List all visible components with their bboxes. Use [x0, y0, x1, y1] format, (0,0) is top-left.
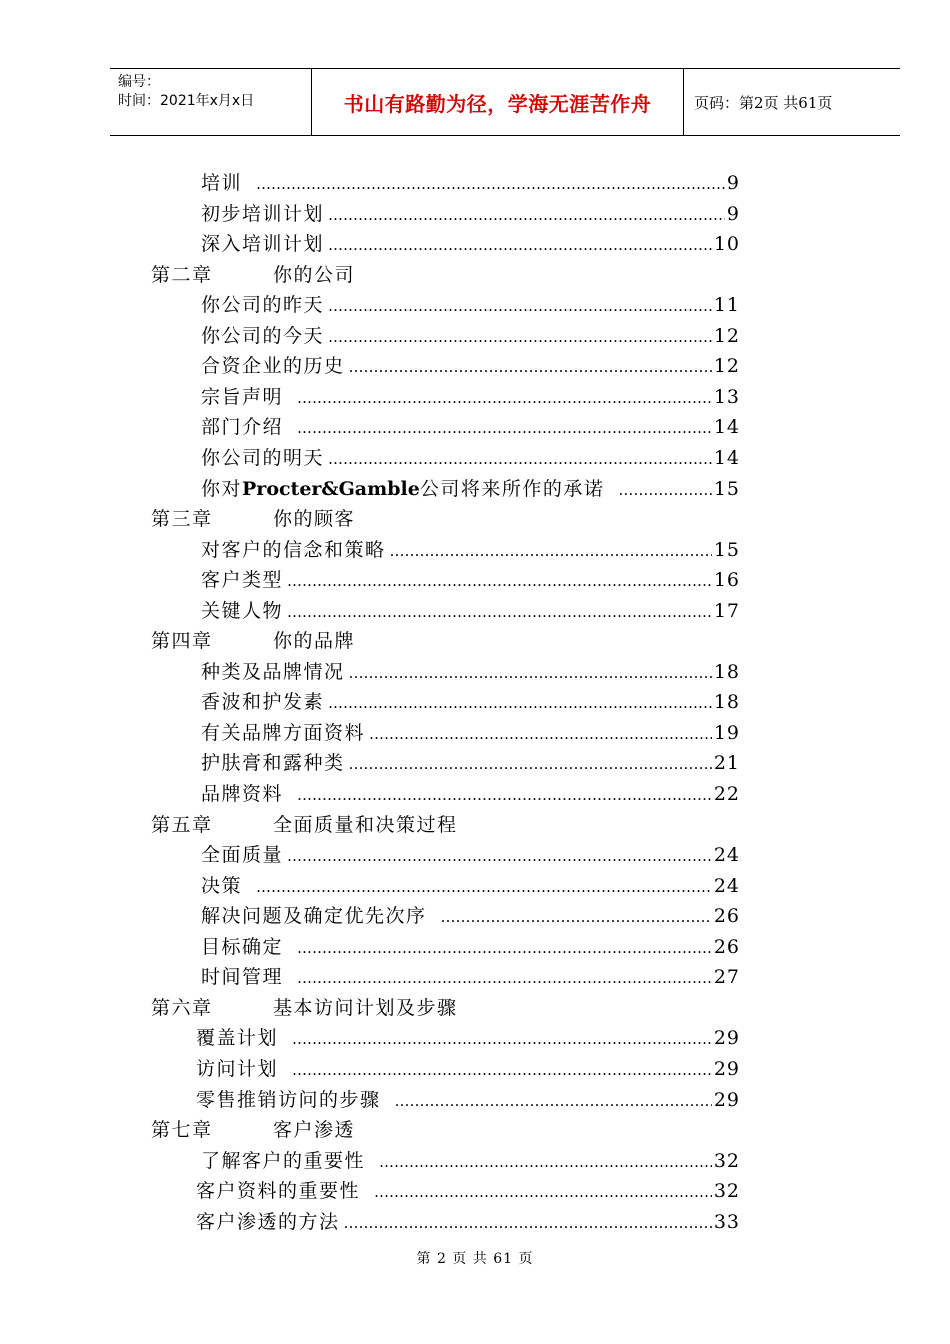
- toc-page-number: 22: [713, 783, 740, 805]
- dot-leader: [340, 1211, 712, 1233]
- toc-entry-title: 关键人物: [201, 599, 284, 622]
- chapter-title: 基本访问计划及步骤: [273, 996, 458, 1019]
- toc-entry-title: 初步培训计划: [201, 202, 325, 225]
- page-footer: 第 2 页 共 61 页: [416, 1251, 534, 1267]
- dot-leader: [324, 233, 712, 255]
- title-suffix: 公司将来所作的承诺: [419, 477, 605, 500]
- toc-entry-title: 覆盖计划: [196, 1027, 279, 1050]
- toc-entry[interactable]: [201, 718, 740, 746]
- toc-entry[interactable]: [201, 871, 740, 899]
- chapter-title: 你的品牌: [273, 630, 356, 653]
- toc-entry-title: 客户资料的重要性: [196, 1180, 361, 1203]
- dot-leader: [345, 752, 712, 774]
- toc-entry[interactable]: [201, 596, 740, 624]
- toc-entry[interactable]: [201, 840, 740, 868]
- toc-entry[interactable]: [201, 565, 740, 593]
- toc-entry[interactable]: [201, 290, 740, 318]
- toc-chapter: [151, 1115, 355, 1143]
- toc-entry-title: 种类及品牌情况: [201, 660, 345, 683]
- toc-entry-title: [201, 474, 604, 501]
- toc-page-number: 9: [726, 202, 740, 225]
- dot-leader: [242, 172, 725, 194]
- toc-page-number: 29: [713, 1057, 740, 1080]
- toc-chapter: [151, 504, 355, 532]
- toc-page-number: 18: [713, 691, 740, 714]
- toc-entry-title: 合资企业的历史: [201, 355, 345, 378]
- toc-entry-title: 解决问题及确定优先次序: [201, 905, 427, 928]
- dot-leader: [324, 203, 725, 225]
- toc-page-number: 24: [713, 874, 740, 897]
- toc-entry-title: 访问计划: [196, 1057, 279, 1080]
- dot-leader: [283, 600, 712, 622]
- toc-page-number: 16: [713, 569, 740, 592]
- toc-chapter: [151, 993, 458, 1021]
- chapter-number: 第六章: [151, 996, 213, 1019]
- header-motto-cell: [312, 69, 684, 135]
- toc-entry[interactable]: [201, 1146, 740, 1174]
- chapter-title: 你的顾客: [273, 508, 356, 531]
- toc-entry-title: 对客户的信念和策略: [201, 538, 386, 561]
- toc-entry[interactable]: [201, 779, 740, 807]
- toc-entry[interactable]: [201, 657, 740, 685]
- toc-entry[interactable]: [196, 1176, 740, 1204]
- dot-leader: [278, 1027, 712, 1049]
- toc-entry-title: 培训: [201, 172, 243, 194]
- toc-entry[interactable]: [201, 535, 740, 563]
- dot-leader: [386, 539, 712, 561]
- toc-entry[interactable]: [196, 1054, 740, 1082]
- toc-chapter: [151, 810, 458, 838]
- time-label: 时间：2021年x月x日: [118, 93, 255, 109]
- toc-page-number: 14: [713, 416, 740, 439]
- toc-entry[interactable]: [201, 168, 740, 196]
- toc-page-number: 12: [713, 355, 740, 378]
- toc-page-number: 17: [713, 599, 740, 622]
- toc-page-number: 19: [713, 721, 740, 744]
- toc-entry-title: 了解客户的重要性: [201, 1149, 366, 1172]
- toc-page-number: 26: [713, 935, 740, 958]
- toc-entry[interactable]: [201, 748, 740, 776]
- dot-leader: [283, 416, 712, 438]
- number-label: 编号：: [118, 74, 160, 90]
- toc-entry-title: 目标确定: [201, 935, 284, 958]
- toc-page-number: 9: [726, 172, 740, 194]
- toc-page-number: 27: [713, 966, 740, 989]
- toc-entry[interactable]: [201, 199, 740, 227]
- toc-entry-title: 时间管理: [201, 966, 284, 989]
- dot-leader: [324, 325, 712, 347]
- dot-leader: [345, 661, 712, 683]
- dot-leader: [283, 844, 712, 866]
- toc-page-number: 24: [713, 844, 740, 867]
- toc-entry-title: 决策: [201, 874, 243, 897]
- toc-entry-title: 深入培训计划: [201, 233, 325, 256]
- toc-chapter: [151, 626, 355, 654]
- dot-leader: [365, 1150, 712, 1172]
- toc-page-number: 10: [713, 233, 740, 256]
- chapter-number: 第七章: [151, 1119, 213, 1142]
- toc-entry-title: 零售推销访问的步骤: [196, 1088, 381, 1111]
- toc-entry[interactable]: [201, 687, 740, 715]
- dot-leader: [324, 294, 712, 316]
- toc-page-number: 29: [713, 1027, 740, 1050]
- toc-entry-title: 品牌资料: [201, 783, 284, 805]
- toc-entry[interactable]: [201, 229, 740, 257]
- toc-entry[interactable]: [196, 1023, 740, 1051]
- toc-page-number: 15: [713, 477, 740, 500]
- dot-leader: [278, 1058, 712, 1080]
- chapter-number: 第三章: [151, 508, 213, 531]
- chapter-title: 全面质量和决策过程: [273, 813, 458, 836]
- toc-entry[interactable]: [201, 412, 740, 440]
- dot-leader: [604, 478, 711, 500]
- toc-entry-title: 你公司的明天: [201, 446, 325, 469]
- toc-page-number: 14: [713, 446, 740, 469]
- toc-page-number: 18: [713, 660, 740, 683]
- dot-leader: [324, 447, 712, 469]
- toc-entry-title: 客户类型: [201, 569, 284, 592]
- dot-leader: [324, 691, 712, 713]
- dot-leader: [365, 722, 712, 744]
- toc-chapter: [151, 260, 355, 288]
- toc-entry[interactable]: [201, 474, 740, 502]
- toc-entry-title: 护肤膏和露种类: [201, 752, 345, 775]
- chapter-title: 客户渗透: [273, 1119, 356, 1142]
- toc-page-number: 32: [713, 1149, 740, 1172]
- toc-page-number: 21: [713, 752, 740, 775]
- toc-entry[interactable]: [201, 382, 740, 410]
- dot-leader: [242, 875, 712, 897]
- dot-leader: [381, 1089, 712, 1111]
- header-meta: [110, 69, 312, 135]
- toc-entry-title: 你公司的昨天: [201, 294, 325, 317]
- toc-entry[interactable]: [201, 932, 740, 960]
- toc-entry[interactable]: [196, 1207, 740, 1235]
- toc-page-number: 11: [713, 294, 740, 317]
- toc-entry-title: 客户渗透的方法: [196, 1210, 340, 1233]
- toc-page-number: 12: [713, 324, 740, 347]
- toc-page-number: 26: [713, 905, 740, 928]
- toc-entry-title: 你公司的今天: [201, 324, 325, 347]
- header-motto: 书山有路勤为径，学海无涯苦作舟: [343, 91, 652, 116]
- toc-entry-title: 有关品牌方面资料: [201, 721, 366, 744]
- dot-leader: [283, 569, 712, 591]
- toc-page-number: 32: [713, 1180, 740, 1203]
- dot-leader: [427, 905, 712, 927]
- chapter-title: 你的公司: [273, 263, 356, 286]
- toc-page-number: 15: [713, 538, 740, 561]
- dot-leader: [345, 355, 712, 377]
- chapter-number: 第四章: [151, 630, 213, 653]
- toc-entry[interactable]: [201, 962, 740, 990]
- toc-entry[interactable]: [201, 321, 740, 349]
- chapter-number: 第五章: [151, 813, 213, 836]
- toc-page-number: 33: [713, 1210, 740, 1233]
- header-page-info: 页码：第2页 共61页: [694, 93, 833, 112]
- toc-entry-title: 全面质量: [201, 844, 284, 867]
- dot-leader: [283, 783, 712, 805]
- toc-page-number: 13: [713, 385, 740, 408]
- toc-page-number: 29: [713, 1088, 740, 1111]
- dot-leader: [283, 966, 712, 988]
- dot-leader: [283, 386, 712, 408]
- chapter-number: 第二章: [151, 263, 213, 286]
- title-prefix: 你对: [201, 477, 243, 500]
- toc-entry[interactable]: [201, 901, 740, 929]
- toc-entry[interactable]: [201, 443, 740, 471]
- dot-leader: [283, 936, 712, 958]
- dot-leader: [360, 1180, 712, 1202]
- title-brand: Procter&Gamble: [242, 477, 420, 500]
- toc-entry[interactable]: [196, 1085, 740, 1113]
- toc-entry[interactable]: [201, 351, 740, 379]
- page-header: [110, 68, 900, 136]
- toc-entry-title: 部门介绍: [201, 416, 284, 439]
- toc-entry-title: 宗旨声明: [201, 385, 284, 408]
- toc-entry-title: 香波和护发素: [201, 691, 325, 714]
